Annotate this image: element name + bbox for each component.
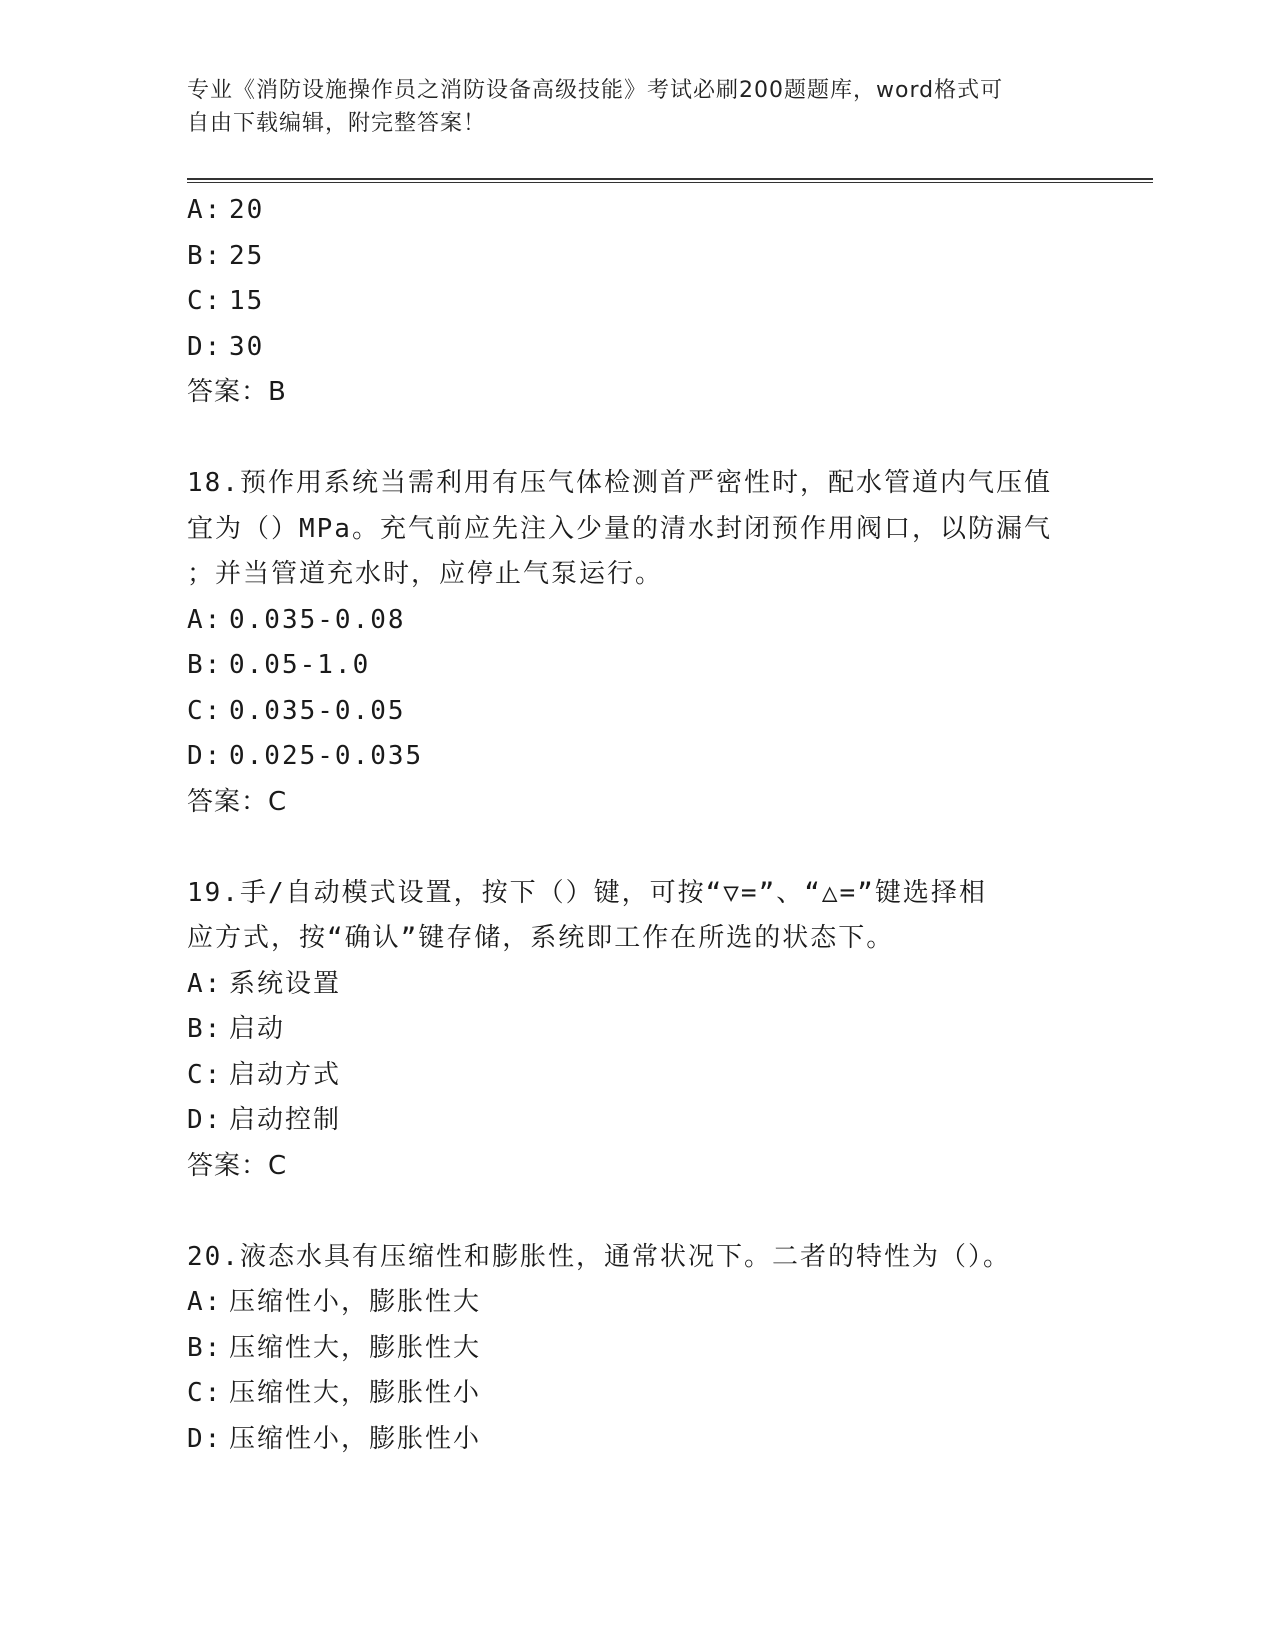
stem-line: ；并当管道充水时，应停止气泵运行。 — [187, 559, 664, 589]
header-rule-thick — [187, 178, 1153, 180]
option-b: B: 压缩性大，膨胀性大 — [187, 1332, 482, 1363]
option-c: C: 压缩性大，膨胀性小 — [187, 1378, 482, 1408]
header-line-2: 自由下载编辑，附完整答案！ — [187, 111, 487, 136]
option-d: D: 0.025-0.035 — [187, 741, 424, 771]
stem-line: 20.液态水具有压缩性和膨胀性，通常状况下。二者的特性为（）。 — [187, 1241, 1011, 1272]
option-d: D: 启动控制 — [187, 1105, 342, 1135]
spacer — [187, 825, 1087, 871]
answer-19: 答案：C — [187, 1150, 288, 1181]
header-rule-thin — [187, 182, 1153, 183]
option-b: B: 25 — [187, 240, 265, 271]
option-c: C: 0.035-0.05 — [187, 695, 406, 726]
stem-line: 18.预作用系统当需利用有压气体检测首严密性时，配水管道内气压值 — [187, 468, 1052, 498]
option-a: A: 0.035-0.08 — [187, 604, 406, 635]
option-d: D: 压缩性小，膨胀性小 — [187, 1423, 482, 1454]
question-19 — [187, 871, 1087, 1190]
option-a: A: 20 — [187, 195, 265, 225]
stem-line: 19.手/自动模式设置，按下（）键，可按“▽=”、“△=”键选择相 — [187, 877, 987, 908]
question-18 — [187, 461, 1087, 825]
page-header — [187, 74, 1067, 140]
option-c: C: 15 — [187, 286, 265, 316]
stem-line: 宜为（）MPa。充气前应先注入少量的清水封闭预作用阀口，以防漏气 — [187, 513, 1052, 544]
answer-18: 答案：C — [187, 786, 288, 817]
question-19-stem — [187, 871, 1087, 962]
option-a: A: 系统设置 — [187, 968, 342, 999]
option-a: A: 压缩性小，膨胀性大 — [187, 1287, 482, 1317]
question-17-options — [187, 188, 1087, 416]
question-18-stem — [187, 461, 1087, 598]
option-b: B: 启动 — [187, 1014, 286, 1044]
stem-line: 应方式，按“确认”键存储，系统即工作在所选的状态下。 — [187, 923, 895, 953]
option-b: B: 0.05-1.0 — [187, 650, 371, 680]
question-20 — [187, 1235, 1087, 1463]
spacer — [187, 416, 1087, 462]
option-d: D: 30 — [187, 331, 265, 362]
question-content — [187, 188, 1087, 1462]
header-line-1: 专业《消防设施操作员之消防设备高级技能》考试必刷200题题库，word格式可 — [187, 78, 1004, 103]
answer-17: 答案：B — [187, 377, 287, 407]
spacer — [187, 1189, 1087, 1235]
question-20-stem — [187, 1235, 1087, 1281]
option-c: C: 启动方式 — [187, 1059, 342, 1090]
